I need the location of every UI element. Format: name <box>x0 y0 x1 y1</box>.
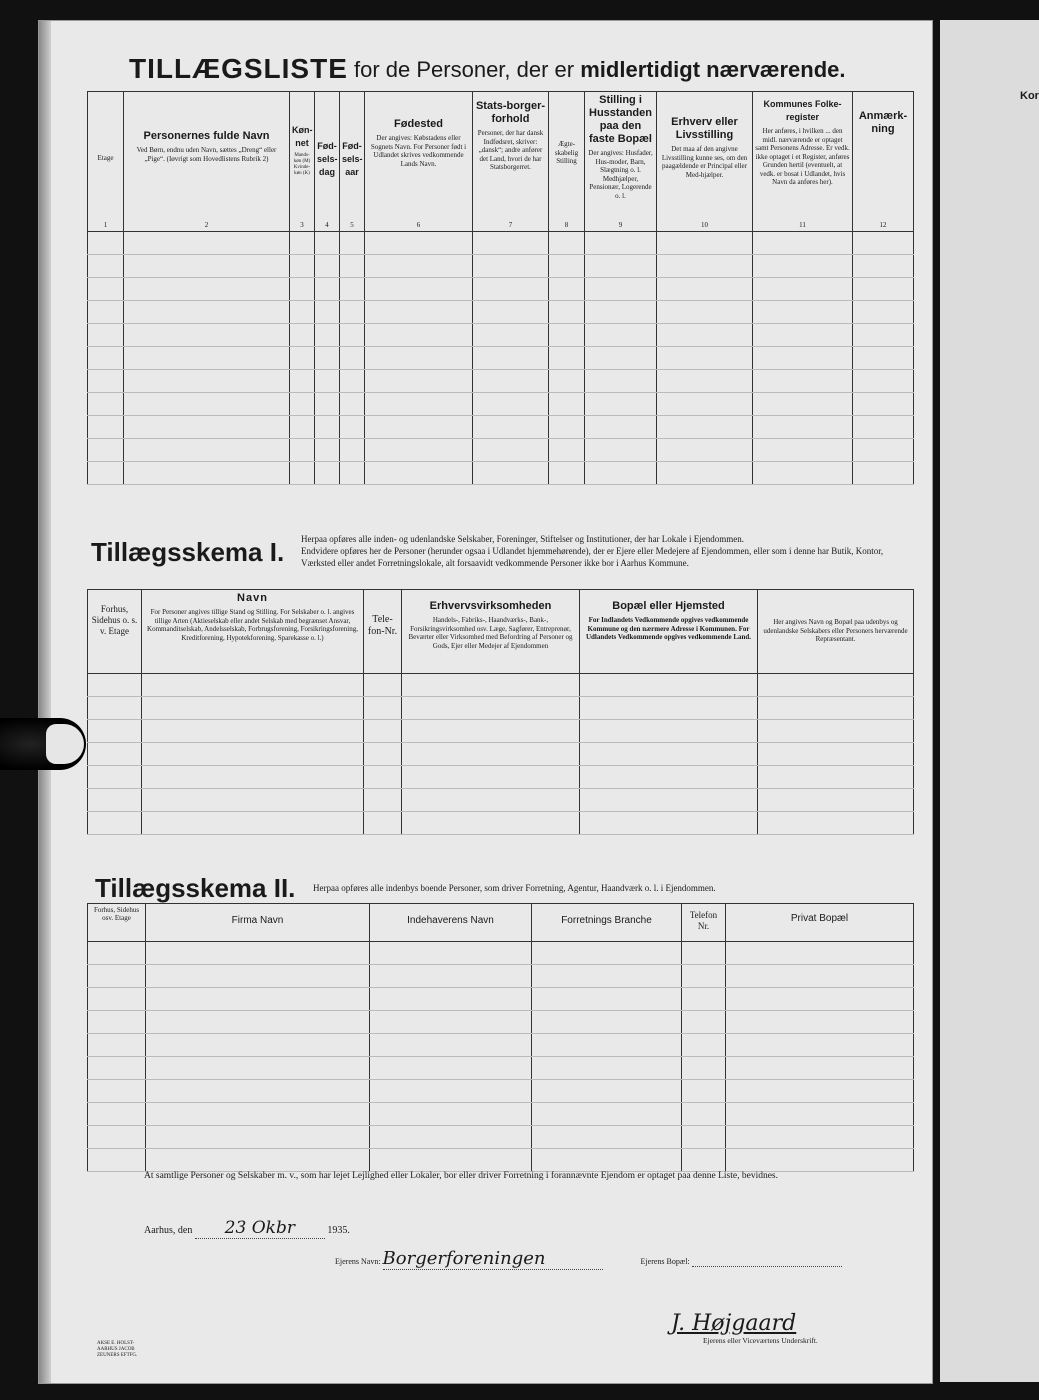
page-gutter <box>39 21 51 1383</box>
col-etage: Etage 1 <box>88 92 124 232</box>
s2-col-privat-bopael: Privat Bopæl <box>726 904 914 942</box>
s2-col-firma: Firma Navn <box>146 904 370 942</box>
year-label: 1935. <box>327 1225 350 1236</box>
s1-col-repraesentant: Her angives Navn og Bopæl paa udenbys og udenlandske Selskabers eller Personers herværende Repræsentant. <box>758 590 914 674</box>
schema1-title: Tillægsskema I. <box>91 537 285 567</box>
col-foedselsdag: Fød-sels-dag 4 <box>315 92 340 232</box>
s1-col-etage: Forhus, Sidehus o. s. v. Etage <box>88 590 142 674</box>
title-for: for de Personer, der er <box>354 57 575 82</box>
s1-col-navn: Navn For Personer angives tillige Stand og Stilling. For Selskaber o. l. angives tillige Arten (Aktieselskab eller andet Selskab med begrænset Ansvar, Kommanditselskab, Andelsselskab, Forbrugsforening, Forsikringsforening, Kreditforening, Hypotekforening, Sparekasse o. l.) <box>142 590 364 674</box>
printer-mark: AKSE E. HOLST-AARHUS JACOB ZEUNERS EFTFG. <box>97 1341 138 1358</box>
col-navn: Personernes fulde Navn Ved Børn, endnu uden Navn, sættes „Dreng“ eller „Pige“. (Iøvrigt som Hovedlistens Rubrik 2) 2 <box>124 92 290 232</box>
s1-col-erhverv: Erhvervsvirksomheden Handels-, Fabriks-, Haandværks-, Bank-, Forsikringsvirksomhed osv. Læge, Sagfører, Entreprenør, Beværter eller Virksomhed med Befordring af Personer og Gods, Ejer eller Medejer af Ejendommen <box>402 590 580 674</box>
owner-handwritten: Borgerforeningen <box>383 1248 603 1270</box>
col-stilling-husstand: Stilling i Husstanden paa den faste Bopæl Der angives: Husfader, Hus-moder, Barn, Slægtning o. l. Medhjælper, Pensionær, Logerende o. l. 9 <box>585 92 657 232</box>
date-handwritten: 23 Okbr <box>195 1218 325 1239</box>
owner-line <box>335 1248 842 1270</box>
table-schema1 <box>87 589 914 835</box>
col-aegteskab: Ægte-skabelig Stilling 8 <box>549 92 585 232</box>
title-bold: midlertidigt nærværende. <box>580 57 846 82</box>
adjacent-page-fragment: Kor <box>1020 90 1039 102</box>
bopael-field <box>692 1257 842 1267</box>
schema2-title: Tillægsskema II. <box>95 873 296 903</box>
form-page <box>38 20 933 1384</box>
s2-col-branche: Forretnings Branche <box>532 904 682 942</box>
s2-col-indehaver: Indehaverens Navn <box>370 904 532 942</box>
col-koennet: Køn-net Mands-køn (M) Kvinde-køn (K) 3 <box>290 92 315 232</box>
table-schema2 <box>87 903 914 1172</box>
col-foedselsaar: Fød-sels-aar 5 <box>340 92 365 232</box>
closing-statement: At samtlige Personer og Selskaber m. v., som har lejet Lejlighed eller Lokaler, bor eller driver Forretning i forannævnte Ejendom er optaget paa denne Liste, bevidnes. <box>144 1171 778 1181</box>
owner-label: Ejerens Navn: <box>335 1257 381 1266</box>
s1-col-bopael: Bopæl eller Hjemsted For Indlandets Vedkommende opgives vedkommende Kommune og den nærmere Adresse i Kommunen. For Udlandets Vedkommende opgives vedkommende Land. <box>580 590 758 674</box>
schema1-description: Herpaa opføres alle inden- og udenlandske Selskaber, Foreninger, Stiftelser og Institutioner, der har Lokale i Ejendommen. Endvidere opføres her de Personer (herunder ogsaa i Udlandet hjemmehørende), der er Ejere eller Medejere af Ejendommen, eller som i denne har Butik, Kontor, Værksted eller andet Forretningslokale, alt forsaavidt vedkommende Personer ikke bor i Aarhus Kommune. <box>301 534 884 568</box>
s1-col-telefon: Tele-fon-Nr. <box>364 590 402 674</box>
s2-col-etage: Forhus, Sidehus osv. Etage <box>88 904 146 942</box>
adjacent-page <box>940 20 1039 1382</box>
bopael-label: Ejerens Bopæl: <box>640 1257 690 1266</box>
signature-block <box>669 1311 818 1345</box>
date-line <box>144 1218 350 1239</box>
col-folkeregister: Kommunes Folke-register Her anføres, i hvilken ... den midl. nærværende er optaget samt Personens Adresse. Er vedk. ikke optaget i et Register, anføres Grunden hertil (eventuelt, at vedk. er bosat i Udlandet, hvis Navn da anføres her). 11 <box>753 92 853 232</box>
s2-col-telefon: Telefon Nr. <box>682 904 726 942</box>
col-anmaerkning: Anmærk-ning 12 <box>853 92 914 232</box>
col-erhverv: Erhverv eller Livsstilling Det maa af den angivne Livsstilling kunne ses, om den paagældende er Principal eller Med-hjælper. 10 <box>657 92 753 232</box>
page-subtitle <box>354 57 846 83</box>
col-statsborger: Stats-borger-forhold Personer, der har dansk Indfødsret, skriver: „dansk“; andre anfører det Land, hvori de har Statsborgerret. 7 <box>473 92 549 232</box>
signature-label: Ejerens eller Viceværtens Underskrift. <box>703 1336 818 1345</box>
table-tillaegsliste <box>87 91 914 485</box>
signature-handwritten: J. Højgaard <box>671 1311 797 1336</box>
schema2-description: Herpaa opføres alle indenbys boende Personer, som driver Forretning, Agentur, Haandværk o. l. i Ejendommen. <box>313 883 716 893</box>
city-label: Aarhus, den <box>144 1225 193 1236</box>
col-foedested: Fødested Der angives: Købstadens eller Sognets Navn. For Personer født i Udlandet skrives vedkommende Lands Navn. 6 <box>365 92 473 232</box>
page-title: TILLÆGSLISTE <box>129 53 348 84</box>
